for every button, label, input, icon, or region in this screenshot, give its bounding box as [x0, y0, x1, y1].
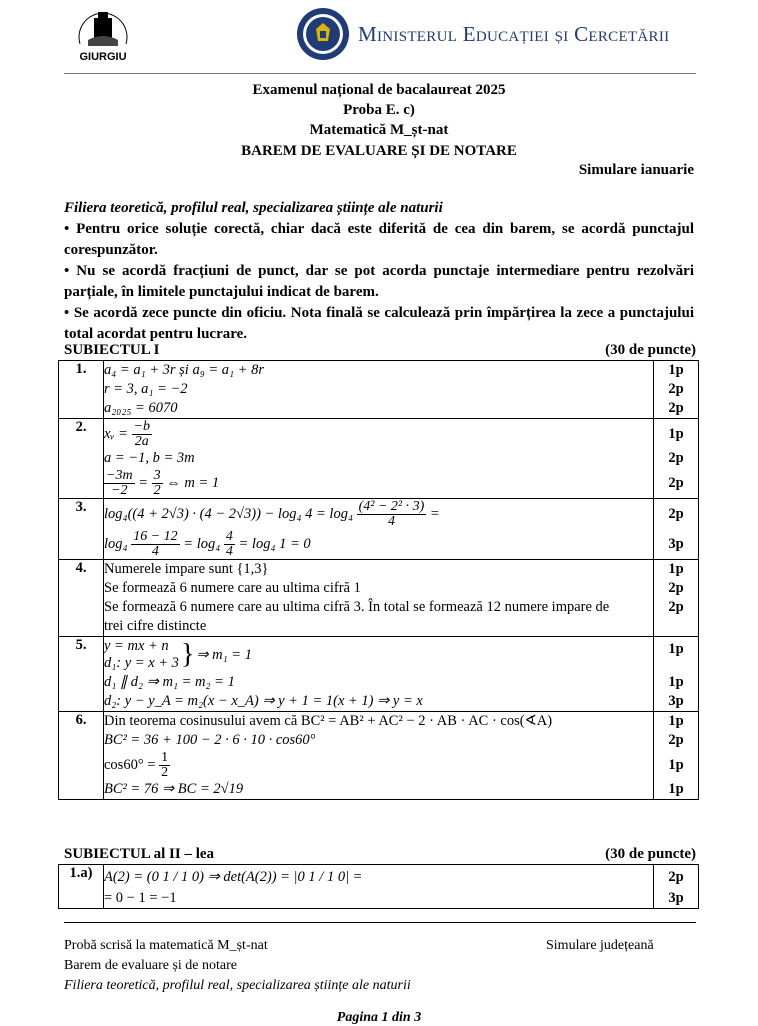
table-row [59, 560, 699, 637]
formula-line: a₂₀₂₅ = 6070 [104, 400, 178, 416]
item-number: 2. [59, 419, 104, 499]
subiect2-title: SUBIECTUL al II – lea [64, 846, 215, 862]
points-value: 2p [668, 869, 684, 885]
item-number: 1.a) [59, 865, 104, 909]
rule-1: • Pentru orice soluție corectă, chiar dacă este diferită de cea din barem, se acordă punctajul corespunzător. [64, 221, 694, 258]
footer-line-2: Barem de evaluare și de notare [64, 958, 237, 973]
text-line: Numerele impare sunt {1,3} [104, 561, 269, 577]
item-number: 1. [59, 361, 104, 419]
footer-right: Simulare județeană [546, 938, 654, 953]
formula-line: a = −1, b = 3m [104, 450, 195, 466]
points-value: 2p [668, 599, 684, 615]
table-row [59, 712, 699, 800]
text-line: Se formează 6 numere care au ultima cifră 1 [104, 580, 361, 596]
points-value: 2p [668, 475, 684, 491]
fraction [104, 469, 135, 498]
formula-line: d₂: y − y_A = m₂(x − x_A) ⇒ y + 1 = 1(x + 1) ⇒ y = x [104, 693, 423, 709]
item-content [104, 712, 654, 800]
rule-2: • Nu se acordă fracțiuni de punct, dar se pot acorda punctaje intermediare pentru rezolvări parțiale, în limitele punctajului indicat de barem. [64, 263, 694, 300]
numerator: −3m [106, 468, 133, 484]
denominator: 2a [134, 434, 149, 450]
formula-line [104, 529, 653, 559]
subiect1-points: (30 de puncte) [605, 342, 696, 358]
formula-text: = log₄ 1 = 0 [238, 536, 311, 552]
points-value: 3p [668, 536, 684, 552]
table-row [59, 499, 699, 560]
item-points [654, 361, 699, 419]
barem-title: BAREM DE EVALUARE ȘI DE NOTARE [241, 143, 517, 159]
points-value: 1p [668, 713, 684, 729]
item-points [654, 712, 699, 800]
subiect1-table [58, 360, 699, 800]
header-divider [64, 73, 696, 74]
footer-line-1: Probă scrisă la matematică M_șt-nat [64, 938, 268, 953]
system [104, 638, 179, 672]
item-content [104, 419, 654, 499]
points-value: 3p [668, 693, 684, 709]
table-row [59, 865, 699, 909]
points-value: 1p [668, 674, 684, 690]
denominator: −2 [111, 483, 128, 499]
numerator: 16 − 12 [133, 529, 178, 545]
filiera-line: Filiera teoretică, profilul real, specializarea științe ale naturii [64, 200, 443, 216]
item-points [654, 499, 699, 560]
item-content [104, 560, 654, 637]
formula-line [104, 750, 653, 780]
item-content [104, 499, 654, 560]
item-number: 3. [59, 499, 104, 560]
page-number: Pagina 1 din 3 [336, 1010, 422, 1025]
denominator: 2 [161, 765, 169, 781]
formula-text: cos60° = [104, 757, 156, 773]
denominator: 4 [387, 514, 395, 530]
item-points [654, 865, 699, 909]
formula-line: Din teorema cosinusului avem că BC² = AB² + AC² − 2 · AB · AC · cos(∢A) [104, 713, 553, 729]
item-content [104, 361, 654, 419]
exam-title: Examenul național de bacalaureat 2025 [252, 82, 506, 98]
formula-line: BC² = 36 + 100 − 2 · 6 · 10 · cos60° [104, 732, 316, 748]
fraction [224, 530, 235, 559]
subiect1-title: SUBIECTUL I [64, 342, 160, 358]
system-eq: y = mx + n [104, 638, 169, 654]
item-content [104, 637, 654, 712]
fraction [152, 469, 163, 498]
points-value: 1p [668, 561, 684, 577]
subiect1-header [64, 342, 696, 359]
points-value: 1p [668, 757, 684, 773]
formula-text: ⇒ m₁ = 1 [196, 646, 252, 663]
brace: } [180, 639, 195, 670]
fraction [132, 420, 152, 449]
formula-line: r = 3, a₁ = −2 [104, 381, 188, 397]
proba-title: Proba E. c) [343, 102, 415, 118]
subiect2-points: (30 de puncte) [605, 846, 696, 862]
points-value: 2p [668, 732, 684, 748]
denominator: 4 [151, 544, 159, 560]
item-content [104, 865, 654, 909]
item-number: 5. [59, 637, 104, 712]
subiect2-header [64, 846, 696, 863]
points-value: 2p [668, 580, 684, 596]
points-value: 3p [668, 890, 684, 906]
points-value: 1p [668, 426, 684, 442]
table-row [59, 361, 699, 419]
footer-left [64, 936, 411, 996]
inspectorate-logo [68, 4, 138, 66]
simulare-label: Simulare ianuarie [578, 162, 694, 178]
denominator: 4 [225, 544, 233, 560]
points-value: 2p [668, 450, 684, 466]
numerator: 3 [153, 468, 161, 484]
numerator: 1 [161, 750, 169, 766]
numerator: −b [133, 419, 150, 435]
formula-text: log₄((4 + 2√3) · (4 − 2√3)) − log₄ 4 = log₄ [104, 506, 353, 522]
table-row [59, 419, 699, 499]
footer-line-3: Filiera teoretică, profilul real, specializarea științe ale naturii [64, 978, 411, 993]
points-value: 2p [668, 506, 684, 522]
item-points [654, 560, 699, 637]
table-row [59, 637, 699, 712]
formula-line: BC² = 76 ⇒ BC = 2√19 [104, 781, 244, 797]
item-points [654, 637, 699, 712]
fraction [357, 500, 427, 529]
numerator: (4² − 2² · 3) [358, 499, 425, 515]
formula-line: = 0 − 1 = −1 [104, 890, 177, 906]
rule-3: • Se acordă zece puncte din oficiu. Nota finală se calculează prin împărțirea la zece a punctajului total acordat pentru lucrare. [64, 305, 694, 342]
formula-text: xᵥ = [104, 426, 128, 442]
denominator: 2 [153, 483, 161, 499]
points-value: 1p [668, 641, 684, 657]
formula-line [104, 637, 653, 673]
formula-text: log₄ [104, 536, 128, 552]
formula-line: a₄ = a₁ + 3r și a₉ = a₁ + 8r [104, 362, 265, 378]
item-number: 6. [59, 712, 104, 800]
intro-block [64, 198, 694, 345]
formula-line: d₁ ∥ d₂ ⇒ m₁ = m₂ = 1 [104, 674, 235, 690]
item-number: 4. [59, 560, 104, 637]
government-seal [296, 7, 350, 61]
formula-line: log₄((4 + 2√3) · (4 − 2√3)) − log₄ 4 = log₄ $\frac{\text{(4² − 2² · 3)}}{4}$ = [104, 499, 440, 530]
footer-divider [64, 922, 696, 923]
formula-text: = log₄ [183, 536, 221, 552]
subiect2-table [58, 864, 699, 909]
fraction [131, 530, 179, 559]
fraction [159, 751, 170, 780]
system-eq: d₁: y = x + 3 [104, 655, 179, 671]
formula-text: ⇔ m = 1 [166, 475, 220, 491]
points-value: 2p [668, 400, 684, 416]
formula-line: $\frac{-3m}{-2}$ = $\frac{3}{2}$ ⇔ m = 1 [106, 468, 220, 499]
points-value: 1p [668, 362, 684, 378]
points-value: 1p [668, 781, 684, 797]
item-points [654, 419, 699, 499]
ministry-name: Ministerul Educației și Cercetării [358, 22, 670, 46]
subject-title: Matematică M_șt-nat [309, 122, 449, 138]
logo-lettering: GIURGIU [79, 51, 127, 63]
numerator: 4 [225, 529, 233, 545]
text-line: Se formează 6 numere care au ultima cifră 3. În total se formează 12 numere impare de [104, 599, 610, 615]
points-value: 2p [668, 381, 684, 397]
formula-line [104, 419, 653, 449]
formula-line: A(2) = (0 1 / 1 0) ⇒ det(A(2)) = |0 1 / 1 0| = [104, 869, 363, 885]
text-line: trei cifre distincte [104, 618, 207, 634]
